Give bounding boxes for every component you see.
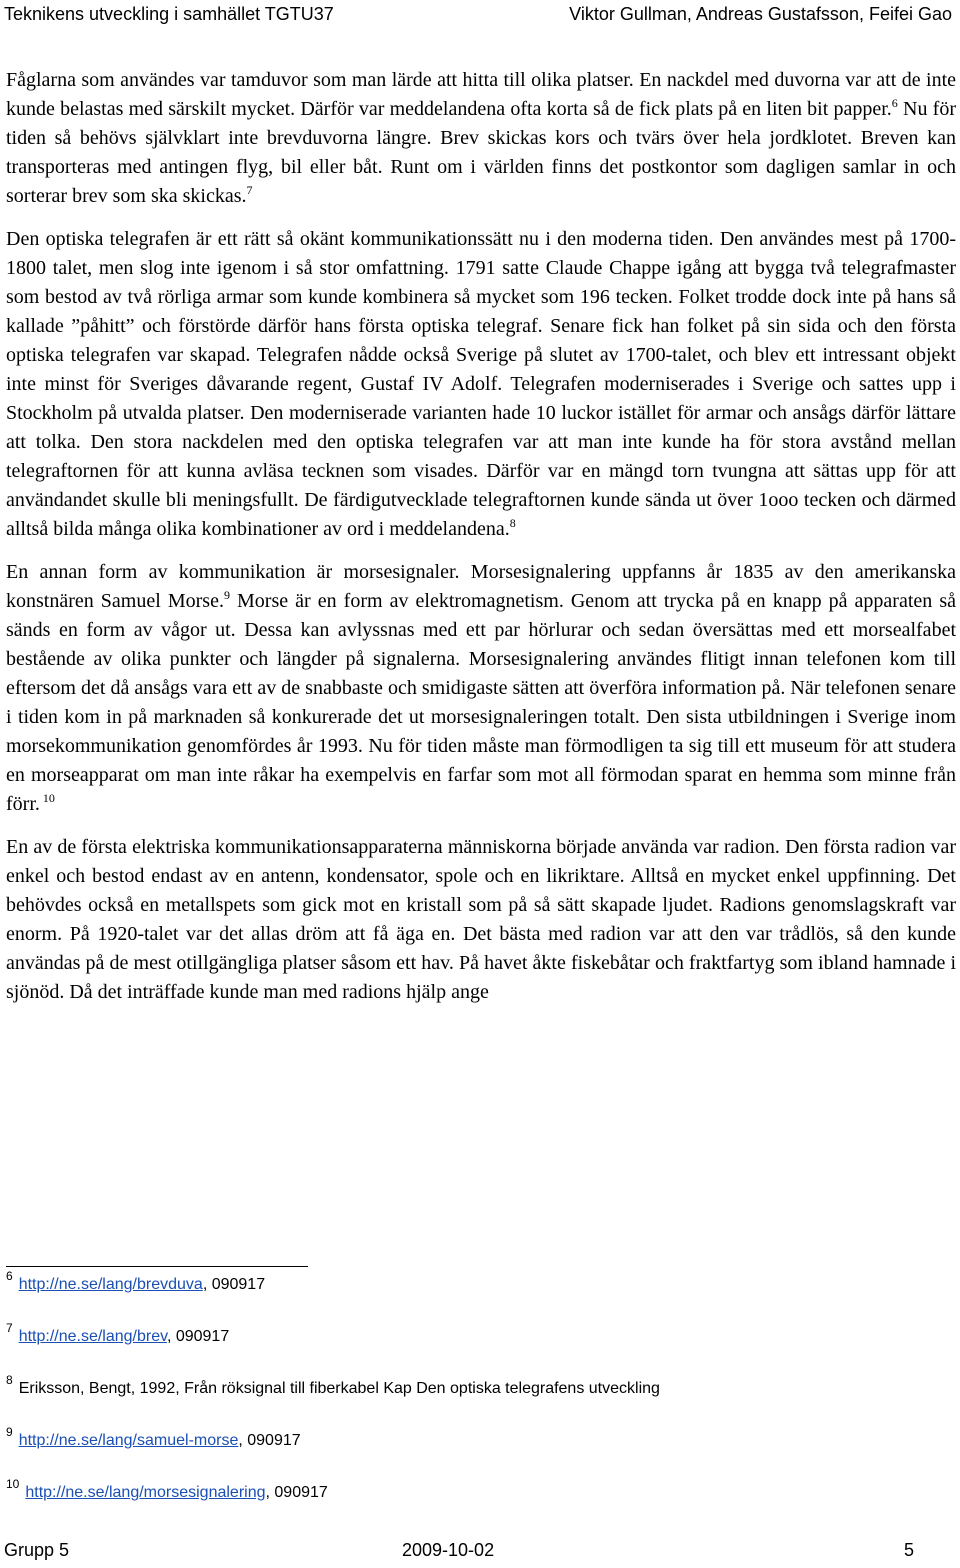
paragraph-text: Den optiska telegrafen är ett rätt så okänt kommunikationssätt nu i den moderna tiden. Den användes mest på 1700-1800 talet, men slog inte igenom i så stor omfattning. 1791 satte Claude Chappe igång att bygga två telegrafmaster som bestod av två rörliga armar som kunde kombinera så mycket som 196 tecken. Folket trodde dock inte på hans så kallade ”påhitt” och förstörde därför hans första optiska telegraf. Senare fick han folket på sin sida och den första optiska telegrafen var skapad. Telegrafen nådde också Sverige på slutet av 1700-talet, och blev ett intressant objekt inte minst för Sveriges dåvarande regent, Gustaf IV Adolf. Telegrafen moderniserades i Sverige och sattes upp i Stockholm på utvalda platser. Den moderniserade varianten hade 10 luckor istället för armar och ansågs därför lättare att tolka. Den stora nackdelen med den optiska telegrafen var att man inte kunde ha för stora avstånd mellan telegraftornen för att kunna avläsa tecknen som visades. Därför var en mängd torn tvungna att sättas upp för att användandet skulle bli meningsfullt. De färdigutvecklade telegraftornen kunde sända ut över 1ooo tecken och därmed alltså bilda många olika kombinationer av ord i meddelandena. [6, 228, 956, 540]
date-label: 2009-10-02 [402, 1540, 495, 1560]
footnote-reference: 6 [891, 96, 898, 110]
footnote-separator [6, 1266, 308, 1267]
paragraph-text: Morse är en form av elektromagnetism. Genom att trycka på en knapp på apparaten så sänds en form av vågor ut. Dessa kan avlyssnas med ett par hörlurar och sedan översättas med ett morsealfabet bestående av olika punkter och längder på signalerna. Morsesignalering användes flitigt innan telefonen kom till eftersom det då ansågs vara ett av de snabbaste och smidigaste sätten att överföra information på. När telefonen senare i tiden kom in på marknaden så konkurerade det ut morsesignaleringen totalt. Den sista utbildningen i Sverige inom morsekommunikation genomfördes år 1993. Nu för tiden måste man förmodligen ta sig till ett museum för att studera en morseapparat om man inte råkar ha exempelvis en farfar som mot all förmodan sparat en hemma som minne från förr. [6, 590, 956, 815]
footnote-link[interactable]: http://ne.se/lang/brev [18, 1328, 167, 1345]
page-header [0, 0, 960, 30]
paragraph-text: En annan form av kommunikation är morsesignaler. Morsesignalering uppfanns år 1835 av den amerikanska konstnären Samuel Morse. [6, 561, 956, 612]
footnote-8 [6, 1373, 660, 1398]
footnote-reference: 8 [509, 516, 516, 530]
footnote-number: 6 [6, 1269, 13, 1283]
footnote-reference: 10 [39, 791, 55, 805]
footnote-number: 10 [6, 1477, 20, 1491]
footnote-text: , 090917 [202, 1276, 266, 1293]
body-text [6, 66, 956, 1007]
paragraph-text: Nu för tiden så behövs självklart inte brevduvorna längre. Brev skickas kors och tvärs över hela jordklotet. Breven kan transporteras med antingen flyg, bil eller båt. Runt om i världen finns det postkontor som dagligen samlar in och sorterar brev som ska skickas. [6, 98, 956, 207]
footnote-9 [6, 1425, 301, 1450]
footnote-link[interactable]: http://ne.se/lang/brevduva [18, 1276, 203, 1293]
footnote-text: Eriksson, Bengt, 1992, Från röksignal till fiberkabel Kap Den optiska telegrafens utveckling [18, 1380, 660, 1397]
footnote-10 [6, 1477, 328, 1502]
footnote-number: 7 [6, 1321, 13, 1335]
course-title: Teknikens utveckling i samhället TGTU37 [4, 4, 334, 24]
group-label: Grupp 5 [4, 1540, 70, 1560]
paragraph [6, 558, 956, 819]
footnote-reference: 7 [246, 183, 253, 197]
footnote-reference: 9 [223, 588, 230, 602]
authors: Viktor Gullman, Andreas Gustafsson, Feifei Gao [569, 4, 952, 24]
footnote-text: , 090917 [265, 1484, 328, 1501]
footnote-link[interactable]: http://ne.se/lang/samuel-morse [18, 1432, 239, 1449]
footnote-text: , 090917 [166, 1328, 230, 1345]
footnote-link[interactable]: http://ne.se/lang/morsesignalering [25, 1484, 266, 1501]
footnote-number: 8 [6, 1373, 13, 1387]
footnote-number: 9 [6, 1425, 13, 1439]
footnote-6 [6, 1269, 266, 1294]
footnote-7 [6, 1321, 230, 1346]
footnote-text: , 090917 [238, 1432, 301, 1449]
paragraph-text: En av de första elektriska kommunikationsapparaterna människorna började använda var radion. Den första radion var enkel och bestod endast av en antenn, kondensator, spole och en likriktare. Alltså en mycket enkel uppfinning. Det behövdes också en metallspets som gick mot en kristall som på så sätt skapade ljudet. Radions genomslagskraft var enorm. På 1920-talet var det allas dröm att få äga en. Det bästa med radion var att den var trådlös, så den kunde användas på de mest otillgängliga platser såsom ett hav. På havet åkte fiskebåtar och fraktfartyg som ibland hamnade i sjönöd. Då det inträffade kunde man med radions hjälp ange [6, 836, 956, 1003]
page-footer [0, 1540, 960, 1568]
paragraph-text: Fåglarna som användes var tamduvor som man lärde att hitta till olika platser. En nackdel med duvorna var att de inte kunde belastas med särskilt mycket. Därför var meddelandena ofta korta så de fick plats på en liten bit papper. [6, 69, 956, 120]
page-number: 5 [903, 1540, 914, 1560]
paragraph [6, 225, 956, 544]
paragraph [6, 833, 956, 1007]
paragraph [6, 66, 956, 211]
